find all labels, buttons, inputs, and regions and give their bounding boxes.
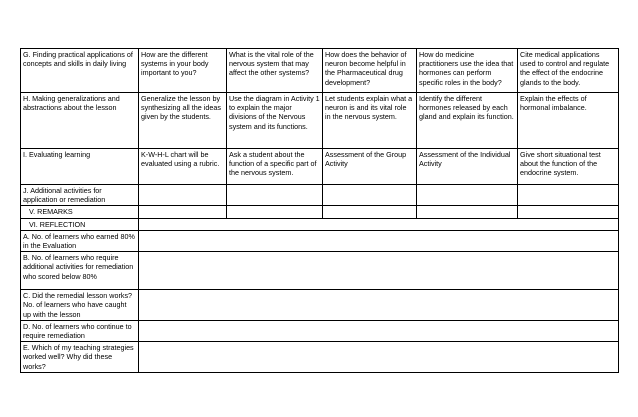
table-cell: Let students explain what a neuron is and its vital role in the nervous system. xyxy=(323,93,417,149)
reflection-label xyxy=(21,218,139,230)
table-cell: Explain the effects of hormonal imbalance. xyxy=(518,93,619,149)
table-cell: K-W-H-L chart will be evaluated using a rubric. xyxy=(139,149,227,185)
table-cell: Cite medical applications used to control and regulate the effect of the endocrine glands to the body. xyxy=(518,49,619,93)
table-cell: Assessment of the Individual Activity xyxy=(417,149,518,185)
table-row xyxy=(21,218,619,230)
table-cell xyxy=(417,206,518,218)
table-cell xyxy=(417,185,518,206)
table-cell: What is the vital role of the nervous system that may affect the other systems? xyxy=(227,49,323,93)
table-cell xyxy=(139,252,619,290)
table-cell xyxy=(139,290,619,321)
remarks-label xyxy=(21,206,139,218)
table-cell: How do medicine practitioners use the idea that hormones can perform specific roles in the body? xyxy=(417,49,518,93)
reflection-item-e: E. Which of my teaching strategies worked well? Why did these works? xyxy=(21,342,139,373)
table-cell xyxy=(323,206,417,218)
reflection-item-d: D. No. of learners who continue to require remediation xyxy=(21,320,139,341)
table-cell xyxy=(139,218,619,230)
table-row xyxy=(21,252,619,290)
table-cell xyxy=(227,185,323,206)
lesson-plan-table xyxy=(20,48,619,373)
table-row xyxy=(21,49,619,93)
table-cell xyxy=(139,320,619,341)
reflection-item-a: A. No. of learners who earned 80% in the Evaluation xyxy=(21,230,139,251)
table-cell xyxy=(139,230,619,251)
table-row xyxy=(21,185,619,206)
table-cell: Ask a student about the function of a specific part of the nervous system. xyxy=(227,149,323,185)
table-cell: Use the diagram in Activity 1 to explain the major divisions of the Nervous system and its functions. xyxy=(227,93,323,149)
reflection-item-c: C. Did the remedial lesson works? No. of learners who have caught up with the lesson xyxy=(21,290,139,321)
table-cell xyxy=(518,206,619,218)
table-cell xyxy=(227,206,323,218)
table-row xyxy=(21,320,619,341)
table-cell: Assessment of the Group Activity xyxy=(323,149,417,185)
row-label-i: I. Evaluating learning xyxy=(21,149,139,185)
table-cell xyxy=(518,185,619,206)
table-cell: Generalize the lesson by synthesizing all the ideas given by the students. xyxy=(139,93,227,149)
remarks-label-text: V. REMARKS xyxy=(29,207,73,217)
row-label-g: G. Finding practical applications of concepts and skills in daily living xyxy=(21,49,139,93)
table-cell xyxy=(323,185,417,206)
reflection-item-b: B. No. of learners who require additional activities for remediation who scored below 80% xyxy=(21,252,139,290)
table-cell xyxy=(139,342,619,373)
table-cell xyxy=(139,185,227,206)
table-row xyxy=(21,290,619,321)
table-row xyxy=(21,149,619,185)
table-row xyxy=(21,342,619,373)
table-cell xyxy=(139,206,227,218)
table-cell: How does the behavior of neuron become helpful in the Pharmaceutical drug development? xyxy=(323,49,417,93)
table-row xyxy=(21,93,619,149)
table-cell: How are the different systems in your body important to you? xyxy=(139,49,227,93)
table-cell: Identify the different hormones released by each gland and explain its function. xyxy=(417,93,518,149)
row-label-h: H. Making generalizations and abstractions about the lesson xyxy=(21,93,139,149)
table-row xyxy=(21,230,619,251)
reflection-label-text: VI. REFLECTION xyxy=(29,219,86,229)
row-label-j: J. Additional activities for application or remediation xyxy=(21,185,139,206)
table-row xyxy=(21,206,619,218)
table-cell: Give short situational test about the function of the endocrine system. xyxy=(518,149,619,185)
